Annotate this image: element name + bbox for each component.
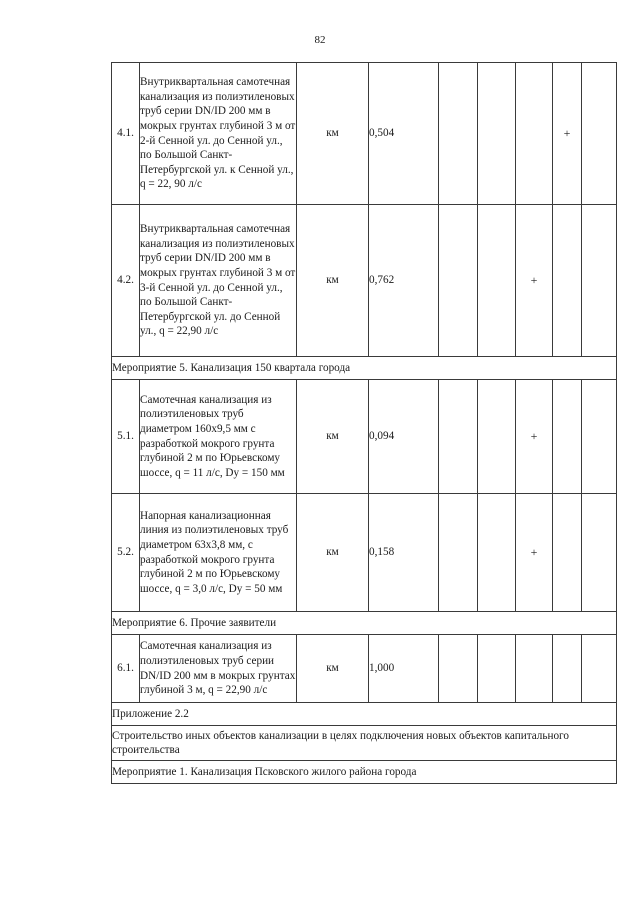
- table-row: [112, 205, 617, 357]
- schedule-cell: [553, 635, 582, 703]
- schedule-cell: [582, 63, 617, 205]
- section-row: [112, 357, 617, 380]
- schedule-cell: [478, 494, 516, 612]
- table-row: [112, 494, 617, 612]
- item-unit: км: [297, 494, 369, 612]
- schedule-mark: +: [516, 494, 553, 612]
- item-description: Напорная канализационная линия из полиэтиленовых труб диаметром 63х3,8 мм, с разработкой мокрого грунта глубиной 2 м по Юрьевскому шоссе, q = 3,0 л/с, Dy = 50 мм: [140, 494, 297, 612]
- schedule-cell: [478, 205, 516, 357]
- table-row: [112, 63, 617, 205]
- section-row: [112, 726, 617, 761]
- schedule-mark: +: [516, 380, 553, 494]
- item-number: 4.1.: [112, 63, 140, 205]
- schedule-cell: [553, 205, 582, 357]
- schedule-cell: [553, 380, 582, 494]
- item-number: 4.2.: [112, 205, 140, 357]
- schedule-cell: [582, 635, 617, 703]
- schedule-cell: [516, 635, 553, 703]
- item-description: Самотечная канализация из полиэтиленовых труб серии DN/ID 200 мм в мокрых грунтах глубиной 3 м, q = 22,90 л/с: [140, 635, 297, 703]
- page-number: 82: [314, 34, 326, 46]
- table-row: [112, 380, 617, 494]
- schedule-cell: [553, 494, 582, 612]
- section-heading: Мероприятие 6. Прочие заявители: [112, 612, 617, 635]
- section-heading: Строительство иных объектов канализации в целях подключения новых объектов капитального строительства: [112, 726, 617, 761]
- item-description: Внутриквартальная самотечная канализация из полиэтиленовых труб серии DN/ID 200 мм в мокрых грунтах глубиной 3 м от 3-й Сенной ул. до Сенной ул., по Большой Санкт-Петербургской ул. до Сенной ул., q = 22,90 л/с: [140, 205, 297, 357]
- schedule-cell: [582, 205, 617, 357]
- schedule-cell: [582, 494, 617, 612]
- section-row: [112, 703, 617, 726]
- schedule-mark: +: [553, 63, 582, 205]
- schedule-cell: [478, 380, 516, 494]
- item-unit: км: [297, 205, 369, 357]
- item-quantity: 0,504: [369, 63, 439, 205]
- item-number: 6.1.: [112, 635, 140, 703]
- schedule-cell: [439, 63, 478, 205]
- item-number: 5.1.: [112, 380, 140, 494]
- section-row: [112, 761, 617, 784]
- item-unit: км: [297, 380, 369, 494]
- schedule-cell: [478, 63, 516, 205]
- table-row: [112, 635, 617, 703]
- item-unit: км: [297, 635, 369, 703]
- item-unit: км: [297, 63, 369, 205]
- item-quantity: 0,094: [369, 380, 439, 494]
- item-quantity: 0,158: [369, 494, 439, 612]
- section-heading: Мероприятие 1. Канализация Псковского жилого района города: [112, 761, 617, 784]
- item-quantity: 0,762: [369, 205, 439, 357]
- schedule-cell: [439, 205, 478, 357]
- schedule-cell: [439, 494, 478, 612]
- section-row: [112, 612, 617, 635]
- schedule-cell: [582, 380, 617, 494]
- schedule-cell: [516, 63, 553, 205]
- schedule-cell: [439, 380, 478, 494]
- section-heading: Приложение 2.2: [112, 703, 617, 726]
- schedule-mark: +: [516, 205, 553, 357]
- item-number: 5.2.: [112, 494, 140, 612]
- section-heading: Мероприятие 5. Канализация 150 квартала города: [112, 357, 617, 380]
- item-description: Самотечная канализация из полиэтиленовых труб диаметром 160х9,5 мм с разработкой мокрого грунта глубиной 2 м по Юрьевскому шоссе, q = 11 л/с, Dy = 150 мм: [140, 380, 297, 494]
- item-quantity: 1,000: [369, 635, 439, 703]
- schedule-cell: [478, 635, 516, 703]
- item-description: Внутриквартальная самотечная канализация из полиэтиленовых труб серии DN/ID 200 мм в мокрых грунтах глубиной 3 м от 2-й Сенной ул. до Сенной ул., по Большой Санкт-Петербургской ул. к Сенной ул., q = 22, 90 л/с: [140, 63, 297, 205]
- works-table: [111, 62, 617, 784]
- schedule-cell: [439, 635, 478, 703]
